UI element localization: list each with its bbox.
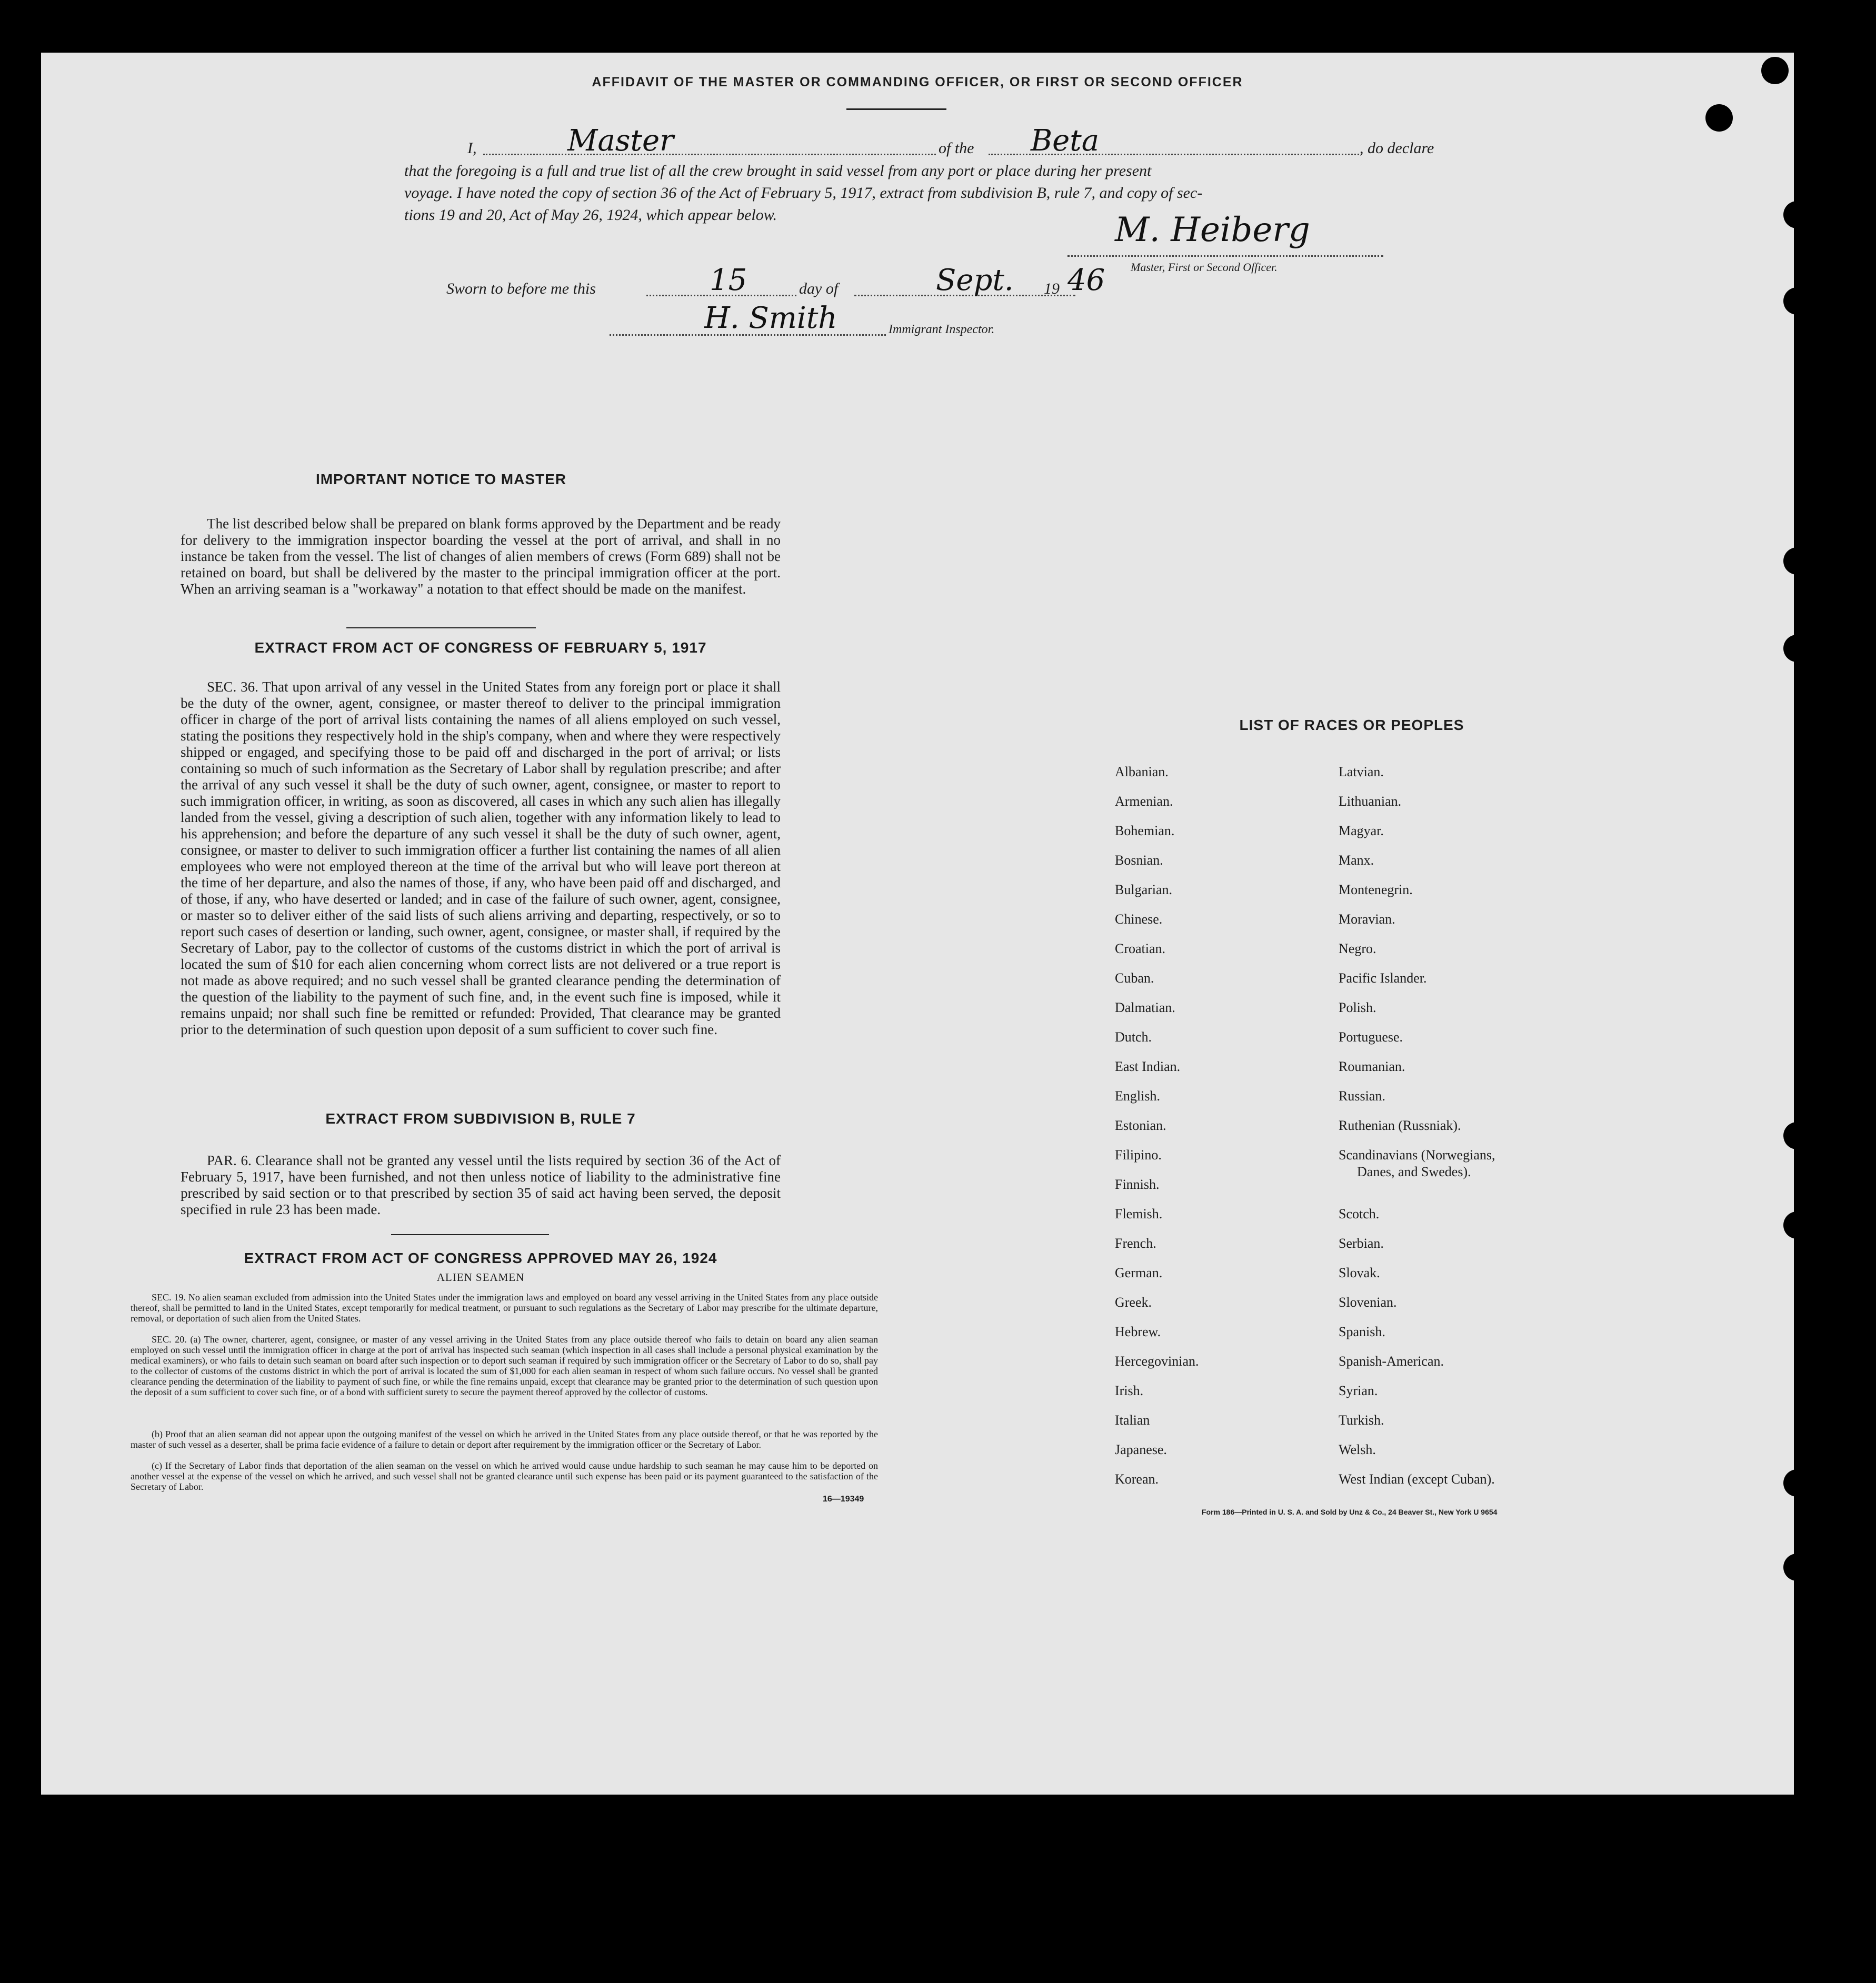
race-item: German. [1115, 1265, 1163, 1280]
officer-handwritten: Master [567, 124, 674, 158]
race-item: Turkish. [1339, 1413, 1384, 1428]
binder-hole [1783, 287, 1811, 315]
race-item: Japanese. [1115, 1442, 1167, 1457]
race-item: Russian. [1339, 1088, 1385, 1104]
race-item: Albanian. [1115, 764, 1169, 779]
race-item: Irish. [1115, 1383, 1144, 1398]
race-item: West Indian (except Cuban). [1339, 1471, 1495, 1487]
form-code: 16—19349 [823, 1495, 864, 1504]
day-of-label: day of [799, 280, 839, 297]
race-item: Welsh. [1339, 1442, 1376, 1457]
race-item: Hebrew. [1115, 1324, 1161, 1339]
document-page [41, 53, 1794, 1795]
affidavit-text-line1: that the foregoing is a full and true list of all the crew brought in said vessel from any port or place during her present [404, 162, 1152, 179]
race-item: English. [1115, 1088, 1160, 1104]
officer-blank [483, 154, 936, 155]
race-item: Cuban. [1115, 970, 1154, 986]
race-item: Latvian. [1339, 764, 1384, 779]
race-item: Scotch. [1339, 1206, 1380, 1221]
do-declare-label: , do declare [1360, 139, 1434, 157]
race-item: Slovak. [1339, 1265, 1380, 1280]
race-item: Montenegrin. [1339, 882, 1413, 897]
master-signature: M. Heiberg [1115, 211, 1310, 249]
race-item: Magyar. [1339, 823, 1384, 838]
race-item: Ruthenian (Russniak). [1339, 1118, 1461, 1133]
extract-1917-title: EXTRACT FROM ACT OF CONGRESS OF FEBRUARY 5, 1917 [254, 639, 707, 656]
day-handwritten: 15 [710, 263, 747, 297]
affidavit-heading: AFFIDAVIT OF THE MASTER OR COMMANDING OFFICER, OR FIRST OR SECOND OFFICER [592, 75, 1243, 89]
binder-hole [1783, 547, 1811, 575]
race-item: Bulgarian. [1115, 882, 1173, 897]
race-item: Italian [1115, 1413, 1150, 1428]
year-handwritten: 46 [1067, 263, 1105, 297]
race-item: Negro. [1339, 941, 1376, 956]
race-item: Estonian. [1115, 1118, 1166, 1133]
signature-line [1067, 255, 1383, 257]
affidavit-text-line2: voyage. I have noted the copy of section 36 of the Act of February 5, 1917, extract from subdivision B, rule 7, and copy of sec- [404, 184, 1203, 202]
divider [391, 1234, 549, 1235]
race-item: Slovenian. [1339, 1295, 1397, 1310]
race-item: Spanish. [1339, 1324, 1385, 1339]
race-item: Finnish. [1115, 1177, 1160, 1192]
inspector-signature: H. Smith [704, 301, 837, 335]
race-item: Syrian. [1339, 1383, 1378, 1398]
extract-1924-subtitle: ALIEN SEAMEN [436, 1271, 525, 1284]
printer-imprint: Form 186—Printed in U. S. A. and Sold by Unz & Co., 24 Beaver St., New York U 9654 [1202, 1508, 1498, 1516]
rule7-text: PAR. 6. Clearance shall not be granted any vessel until the lists required by section 36 of the Act of February 5, 1917, have been furnished, and not then unless notice of liability to the administrative fine prescribed by said section or to that prescribed by section 35 of said act having been served, the deposit specified in rule 23 has been made. [181, 1153, 781, 1217]
month-handwritten: Sept. [936, 263, 1014, 297]
binder-hole [1761, 57, 1789, 84]
race-item: Croatian. [1115, 941, 1166, 956]
races-title: LIST OF RACES OR PEOPLES [1239, 717, 1464, 733]
extract-1917-text: SEC. 36. That upon arrival of any vessel in the United States from any foreign port or place it shall be the duty of the owner, agent, consignee, or master thereof to deliver to the principal immigration officer in charge of the port of arrival lists containing the names of all aliens employed on such vessel, stating the positions they respectively hold in the ship's company, when and where they were respectively shipped or engaged, and specifying those to be paid off and discharged in the port of arrival; or lists containing so much of such information as the Secretary of Labor shall by regulation prescribe; and after the arrival of any such vessel it shall be the duty of such owner, agent, consignee, or master to report to such immigration officer, in writing, as soon as discovered, all cases in which any such alien has illegally landed from the vessel, giving a description of such alien, together with any information likely to lead to his apprehension; and before the departure of any such vessel it shall be the duty of such owner, agent, consignee, or master to deliver to such immigration officer a further list containing the names of all alien employees who were not employed thereon at the time of the arrival but who will leave port thereon at the time of her departure, and also the names of those, if any, who have been paid off and discharged, and of those, if any, who have deserted or landed; and in case of the failure of such owner, agent, consignee, or master so to deliver either of the said lists of such aliens arriving and departing, respectively, or so to report such cases of desertion or landing, such owner, agent, consignee, or master shall, if required by the Secretary of Labor, pay to the collector of customs of the customs district in which the port of arrival is located the sum of $10 for each alien concerning whom correct lists are not delivered or a true report is not made as above required; and no such vessel shall be granted clearance pending the determination of the question of the liability to the payment of such fine, and, in the event such fine is imposed, while it remains unpaid; nor shall such fine be remitted or refunded: Provided, That clearance may be granted prior to the determination of such question upon deposit of a sum sufficient to cover such fine. [181, 679, 781, 1037]
of-the-label: of the [939, 139, 974, 157]
race-item: Pacific Islander. [1339, 970, 1427, 986]
race-item: Dalmatian. [1115, 1000, 1175, 1015]
sworn-label: Sworn to before me this [446, 280, 596, 297]
vessel-handwritten: Beta [1031, 124, 1100, 158]
race-item: Bohemian. [1115, 823, 1175, 838]
section-20c-text: (c) If the Secretary of Labor finds that deportation of the alien seaman on the vessel on which he arrived would cause undue hardship to such seaman he may cause him to be deported on another vessel at the expense of the vessel on which he arrived, and such vessel shall not be granted clearance until such expense has been paid or its payment guaranteed to the satisfaction of the Secretary of Labor. [131, 1460, 878, 1492]
race-item: Flemish. [1115, 1206, 1163, 1221]
race-item: Bosnian. [1115, 853, 1163, 868]
race-item: French. [1115, 1236, 1156, 1251]
divider [346, 627, 536, 628]
binder-hole [1783, 201, 1811, 228]
divider [846, 108, 946, 110]
inspector-caption: Immigrant Inspector. [889, 323, 995, 336]
binder-hole [1705, 104, 1733, 132]
race-item: Serbian. [1339, 1236, 1384, 1251]
section-20b-text: (b) Proof that an alien seaman did not appear upon the outgoing manifest of the vessel on which he arrived in the United States from any place outside thereof, or that he was reported by the master of such vessel as a deserter, shall be prima facie evidence of a failure to detain or deport after requirement by the immigration officer or the Secretary of Labor. [131, 1429, 878, 1450]
race-item: Filipino. [1115, 1147, 1162, 1163]
race-item: Lithuanian. [1339, 794, 1402, 809]
notice-text: The list described below shall be prepared on blank forms approved by the Department and be ready for delivery to the immigration inspector boarding the vessel at the port of arrival, and shall in no instance be taken from the vessel. The list of changes of alien members of crews (Form 689) shall not be retained on board, but shall be delivered by the master to the principal immigration officer at the port. When an arriving seaman is a "workaway" a notation to that effect should be made on the manifest. [181, 516, 781, 597]
section-19-text: SEC. 19. No alien seaman excluded from admission into the United States under the immigration laws and employed on board any vessel arriving in the United States from any place outside thereof, shall be permitted to land in the United States, except temporarily for medical treatment, or pursuant to such regulations as the Secretary of Labor may prescribe for the ultimate departure, removal, or deportation of such alien from the United States. [131, 1292, 878, 1324]
race-item: Danes, and Swedes). [1357, 1164, 1471, 1179]
signature-caption: Master, First or Second Officer. [1131, 261, 1278, 274]
race-item: Hercegovinian. [1115, 1354, 1199, 1369]
year-prefix: 19 [1044, 280, 1060, 297]
binder-hole [1783, 1211, 1811, 1239]
race-item: Portuguese. [1339, 1029, 1403, 1045]
affidavit-text-line3: tions 19 and 20, Act of May 26, 1924, which appear below. [404, 206, 777, 224]
race-item: Chinese. [1115, 912, 1163, 927]
race-item: Greek. [1115, 1295, 1152, 1310]
race-item: Armenian. [1115, 794, 1173, 809]
rule7-title: EXTRACT FROM SUBDIVISION B, RULE 7 [325, 1110, 636, 1127]
race-item: Polish. [1339, 1000, 1376, 1015]
race-item: Korean. [1115, 1471, 1159, 1487]
race-item: East Indian. [1115, 1059, 1181, 1074]
i-label: I, [467, 139, 477, 157]
binder-hole [1783, 1122, 1811, 1149]
race-item: Roumanian. [1339, 1059, 1405, 1074]
section-20a-text: SEC. 20. (a) The owner, charterer, agent, consignee, or master of any vessel arriving in the United States from any place outside thereof who fails to detain on board any alien seaman employed on such vessel until the immigration officer in charge at the port of arrival has inspected such seaman (which inspection in all cases shall include a personal physical examination by the medical examiners), or who fails to detain such seaman on board after such inspection or to deport such seaman if required by such immigration officer or the Secretary of Labor to do so, shall pay to the collector of customs of the customs district in which the port of arrival is located the sum of $1,000 for each alien seaman in respect of whom such failure occurs. No vessel shall be granted clearance pending the determination of the liability to payment of such fine, or while the fine remains unpaid, except that clearance may be granted prior to the determination of such question upon the deposit of a sum sufficient to cover such fine, or of a bond with sufficient surety to secure the payment thereof approved by the collector of customs. [131, 1334, 878, 1397]
notice-title: IMPORTANT NOTICE TO MASTER [315, 471, 567, 487]
race-item: Dutch. [1115, 1029, 1152, 1045]
binder-hole [1783, 635, 1811, 662]
race-item: Scandinavians (Norwegians, [1339, 1147, 1495, 1163]
binder-hole [1783, 1554, 1811, 1581]
race-item: Moravian. [1339, 912, 1395, 927]
extract-1924-title: EXTRACT FROM ACT OF CONGRESS APPROVED MAY 26, 1924 [244, 1250, 717, 1266]
binder-hole [1783, 1469, 1811, 1497]
race-item: Manx. [1339, 853, 1374, 868]
race-item: Spanish-American. [1339, 1354, 1444, 1369]
